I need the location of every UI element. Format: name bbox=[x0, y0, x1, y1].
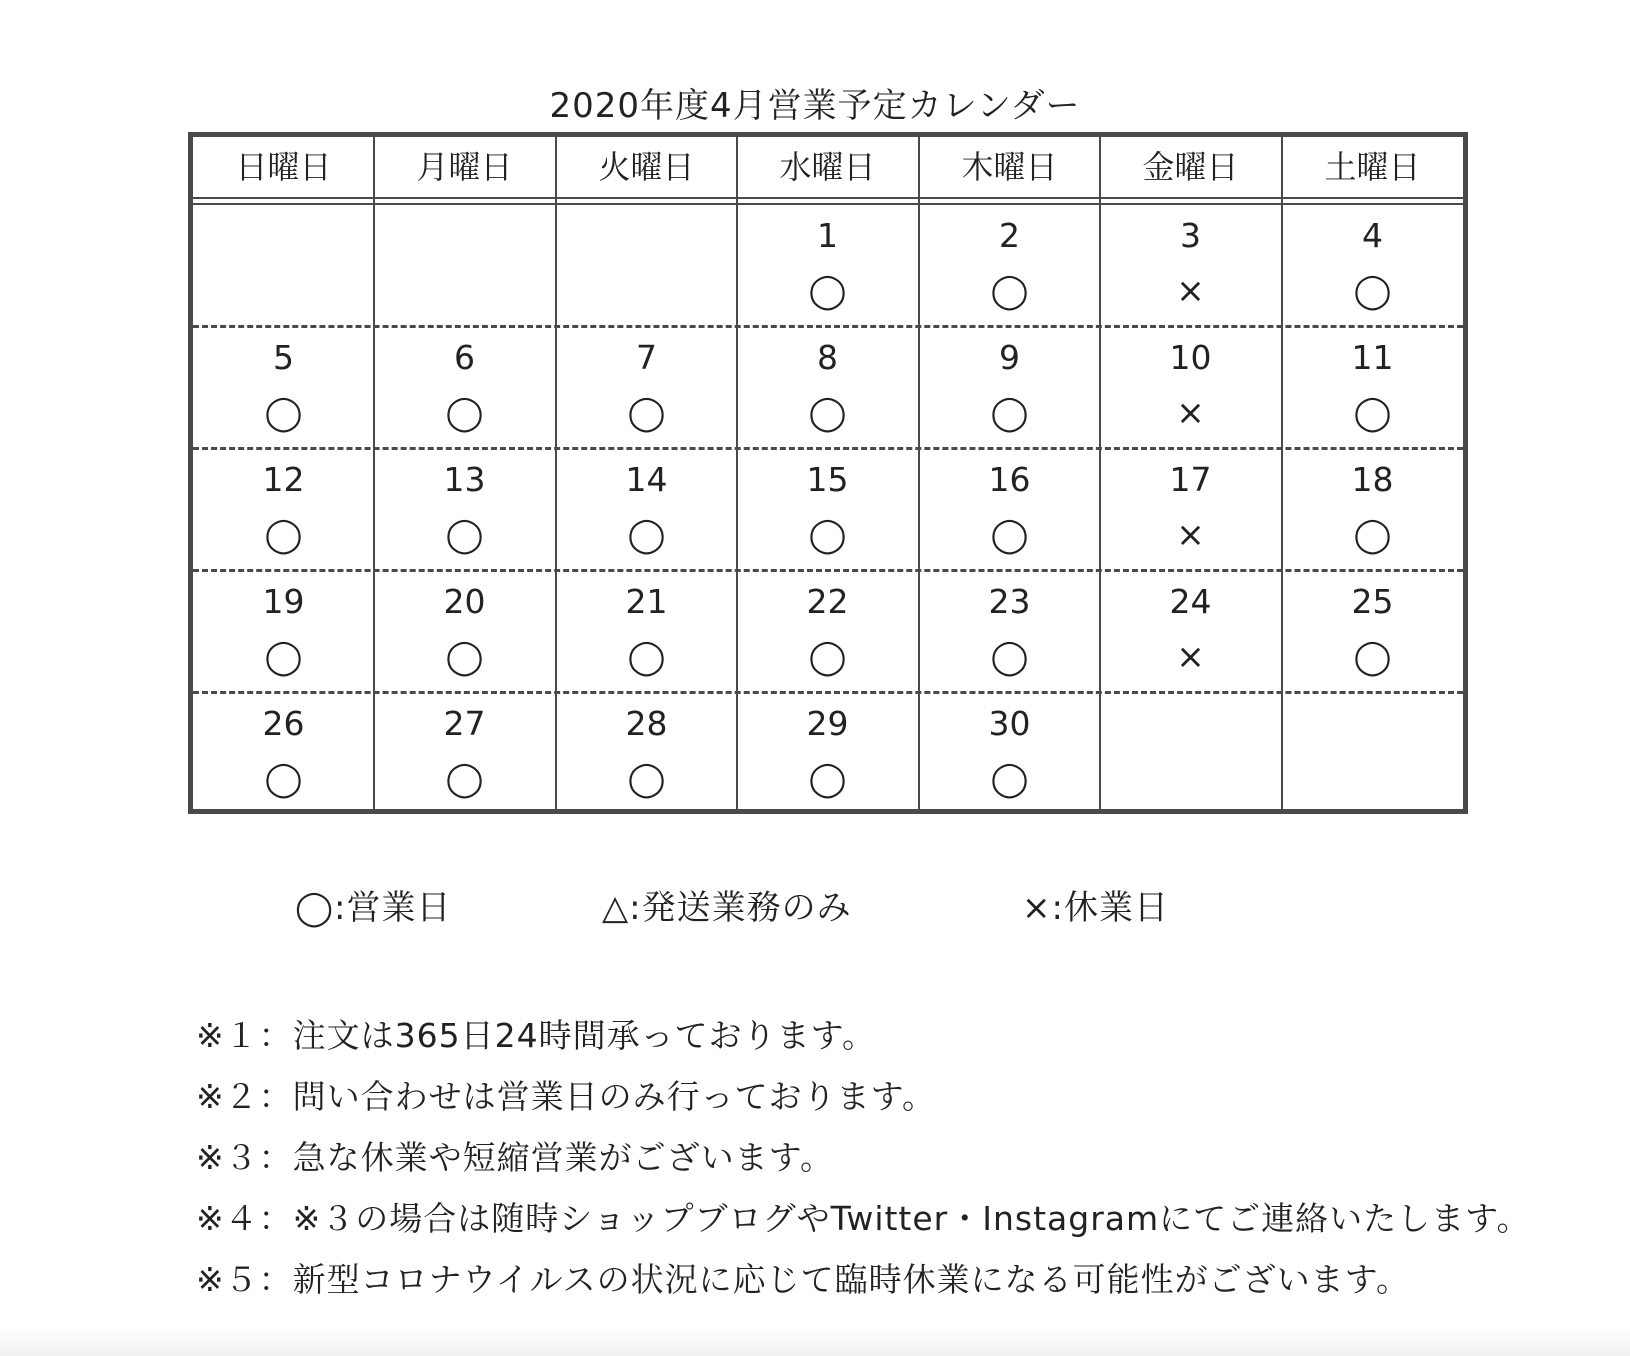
day-cell bbox=[919, 449, 1100, 571]
status-mark: ◯ bbox=[808, 393, 847, 433]
status-mark: ◯ bbox=[445, 515, 484, 555]
weekday-header: 火曜日 bbox=[598, 148, 695, 186]
day-number: 22 bbox=[806, 582, 849, 621]
day-cell bbox=[919, 693, 1100, 815]
day-number: 25 bbox=[1351, 582, 1394, 621]
note-item: ※４：※３の場合は随時ショップブログやTwitter・Instagramにてご連絡いたします。 bbox=[196, 1199, 1531, 1238]
day-number: 3 bbox=[1180, 216, 1201, 255]
status-mark: ◯ bbox=[264, 759, 303, 799]
day-cell bbox=[193, 205, 374, 327]
status-mark: ◯ bbox=[990, 637, 1029, 677]
day-cell bbox=[193, 327, 374, 449]
day-cell bbox=[919, 327, 1100, 449]
status-mark: × bbox=[1176, 515, 1205, 555]
status-mark: ◯ bbox=[808, 637, 847, 677]
day-cell bbox=[1282, 571, 1463, 693]
weekday-header: 水曜日 bbox=[779, 148, 876, 186]
day-number: 5 bbox=[273, 338, 294, 377]
day-number: 17 bbox=[1169, 460, 1212, 499]
status-mark: ◯ bbox=[990, 271, 1029, 311]
notes-list bbox=[196, 1005, 1531, 1310]
status-mark bbox=[556, 261, 737, 321]
day-cell bbox=[919, 205, 1100, 327]
status-mark: ◯ bbox=[445, 393, 484, 433]
legend-open: ◯:営業日 bbox=[295, 888, 452, 928]
status-mark: ◯ bbox=[264, 515, 303, 555]
day-cell bbox=[556, 449, 737, 571]
day-cell bbox=[919, 571, 1100, 693]
day-number: 11 bbox=[1351, 338, 1394, 377]
day-cell bbox=[556, 327, 737, 449]
day-number: 16 bbox=[988, 460, 1031, 499]
status-mark: ◯ bbox=[445, 637, 484, 677]
calendar-table bbox=[188, 132, 1468, 814]
weekday-header: 木曜日 bbox=[961, 148, 1058, 186]
day-cell bbox=[374, 449, 555, 571]
day-number bbox=[193, 211, 374, 261]
status-mark: ◯ bbox=[808, 515, 847, 555]
day-cell bbox=[737, 571, 918, 693]
day-number bbox=[1100, 699, 1281, 749]
status-mark: ◯ bbox=[990, 393, 1029, 433]
day-number: 13 bbox=[443, 460, 486, 499]
day-cell bbox=[1282, 327, 1463, 449]
weekday-header: 月曜日 bbox=[416, 148, 513, 186]
day-number: 28 bbox=[625, 704, 668, 743]
day-cell bbox=[1100, 449, 1281, 571]
weekday-header: 土曜日 bbox=[1324, 148, 1421, 186]
day-cell bbox=[193, 571, 374, 693]
day-cell bbox=[374, 571, 555, 693]
legend-shipping-only: △:発送業務のみ bbox=[602, 888, 852, 928]
status-mark: ◯ bbox=[1353, 637, 1392, 677]
weekday-header: 金曜日 bbox=[1142, 148, 1239, 186]
day-number bbox=[556, 211, 737, 261]
day-number: 29 bbox=[806, 704, 849, 743]
day-number: 1 bbox=[817, 216, 838, 255]
day-cell bbox=[1282, 693, 1463, 815]
status-mark: ◯ bbox=[990, 759, 1029, 799]
day-cell bbox=[737, 449, 918, 571]
day-cell bbox=[374, 205, 555, 327]
day-cell bbox=[1100, 327, 1281, 449]
day-cell bbox=[374, 693, 555, 815]
status-mark: ◯ bbox=[808, 759, 847, 799]
note-item: ※３：急な休業や短縮営業がございます。 bbox=[196, 1138, 835, 1177]
day-number bbox=[1282, 699, 1463, 749]
day-number: 8 bbox=[817, 338, 838, 377]
note-item: ※２：問い合わせは営業日のみ行っております。 bbox=[196, 1077, 937, 1116]
day-cell bbox=[193, 693, 374, 815]
status-mark: × bbox=[1176, 393, 1205, 433]
day-number: 15 bbox=[806, 460, 849, 499]
weekday-header-row bbox=[193, 137, 1463, 197]
day-cell bbox=[1100, 205, 1281, 327]
day-number: 2 bbox=[999, 216, 1020, 255]
day-cell bbox=[374, 327, 555, 449]
status-mark bbox=[193, 261, 374, 321]
page-bottom-shade bbox=[0, 1326, 1630, 1356]
day-cell bbox=[1100, 693, 1281, 815]
calendar-title: 2020年度4月営業予定カレンダー bbox=[549, 86, 1081, 126]
note-item: ※１：注文は365日24時間承っております。 bbox=[196, 1016, 876, 1055]
day-number: 4 bbox=[1362, 216, 1383, 255]
status-mark: ◯ bbox=[264, 637, 303, 677]
status-mark: ◯ bbox=[1353, 515, 1392, 555]
day-number: 24 bbox=[1169, 582, 1212, 621]
status-mark: ◯ bbox=[264, 393, 303, 433]
day-cell bbox=[1282, 205, 1463, 327]
day-number: 26 bbox=[262, 704, 305, 743]
day-number: 12 bbox=[262, 460, 305, 499]
header-double-rule bbox=[193, 197, 1463, 205]
status-mark: ◯ bbox=[990, 515, 1029, 555]
day-number: 27 bbox=[443, 704, 486, 743]
day-number: 23 bbox=[988, 582, 1031, 621]
day-cell bbox=[556, 571, 737, 693]
weekday-header: 日曜日 bbox=[235, 148, 332, 186]
day-number: 18 bbox=[1351, 460, 1394, 499]
status-mark bbox=[1100, 749, 1281, 809]
day-cell bbox=[556, 693, 737, 815]
day-number: 20 bbox=[443, 582, 486, 621]
status-mark: ◯ bbox=[445, 759, 484, 799]
status-mark: × bbox=[1176, 637, 1205, 677]
status-mark: ◯ bbox=[627, 393, 666, 433]
status-mark bbox=[374, 261, 555, 321]
day-number: 6 bbox=[454, 338, 475, 377]
status-mark: ◯ bbox=[627, 637, 666, 677]
status-mark: × bbox=[1176, 271, 1205, 311]
note-item: ※５：新型コロナウイルスの状況に応じて臨時休業になる可能性がございます。 bbox=[196, 1260, 1411, 1299]
day-cell bbox=[737, 205, 918, 327]
day-number: 19 bbox=[262, 582, 305, 621]
day-cell bbox=[737, 327, 918, 449]
legend-closed: ×:休業日 bbox=[1022, 888, 1169, 928]
day-number: 21 bbox=[625, 582, 668, 621]
day-number: 30 bbox=[988, 704, 1031, 743]
day-number: 10 bbox=[1169, 338, 1212, 377]
day-number bbox=[374, 211, 555, 261]
status-mark: ◯ bbox=[1353, 393, 1392, 433]
status-mark bbox=[1282, 749, 1463, 809]
status-mark: ◯ bbox=[627, 759, 666, 799]
day-cell bbox=[193, 449, 374, 571]
day-number: 7 bbox=[636, 338, 657, 377]
day-number: 14 bbox=[625, 460, 668, 499]
status-mark: ◯ bbox=[1353, 271, 1392, 311]
day-cell bbox=[1282, 449, 1463, 571]
day-cell bbox=[737, 693, 918, 815]
day-number: 9 bbox=[999, 338, 1020, 377]
day-cell bbox=[1100, 571, 1281, 693]
status-mark: ◯ bbox=[627, 515, 666, 555]
status-mark: ◯ bbox=[808, 271, 847, 311]
day-cell bbox=[556, 205, 737, 327]
